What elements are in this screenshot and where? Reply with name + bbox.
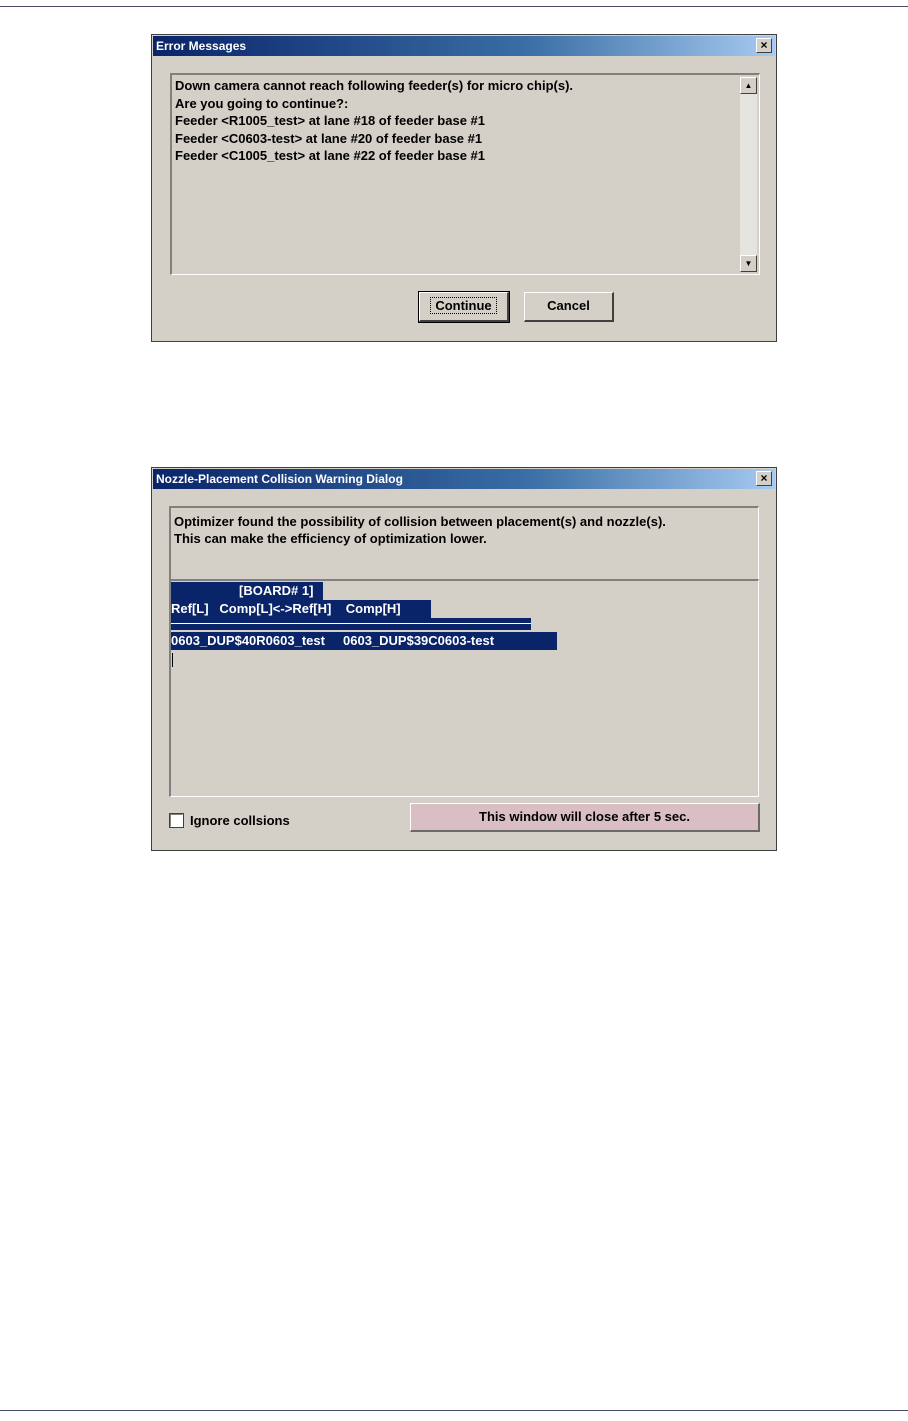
error-message-line: Down camera cannot reach following feeder(s) for micro chip(s). (175, 78, 574, 93)
collision-list-box[interactable] (169, 579, 759, 797)
list-item: 0603_DUP$40R0603_test 0603_DUP$39C0603-test (171, 632, 557, 650)
vertical-scrollbar[interactable] (740, 77, 757, 272)
scroll-up-icon[interactable]: ▲ (740, 77, 757, 94)
collision-message-box (169, 506, 759, 580)
collision-message-line: This can make the efficiency of optimization lower. (174, 531, 487, 546)
continue-button-label: Continue (430, 297, 496, 314)
collision-dialog-titlebar[interactable] (153, 469, 775, 489)
scroll-down-icon[interactable]: ▼ (740, 255, 757, 272)
list-separator (171, 618, 531, 630)
continue-button[interactable] (419, 292, 509, 322)
error-message-box[interactable] (170, 73, 760, 275)
error-message-line: Feeder <C0603-test> at lane #20 of feeder base #1 (175, 130, 483, 146)
close-icon[interactable]: × (756, 38, 772, 53)
ignore-collisions-label: Ignore collsions (190, 813, 290, 828)
error-message-text (175, 77, 573, 165)
auto-close-button[interactable] (410, 803, 760, 832)
error-message-line: Feeder <C1005_test> at lane #22 of feeder base #1 (175, 148, 486, 163)
error-message-line: Are you going to continue?: (175, 95, 349, 111)
cancel-button-label: Cancel (547, 298, 590, 313)
close-icon[interactable]: × (756, 471, 772, 486)
collision-dialog-title: Nozzle-Placement Collision Warning Dialog (156, 472, 403, 486)
top-page-rule (0, 6, 908, 7)
collision-message-line: Optimizer found the possibility of collision between placement(s) and nozzle(s). (174, 514, 666, 529)
text-caret (172, 653, 173, 667)
board-header: [BOARD# 1] (171, 582, 323, 600)
error-message-line: Feeder <R1005_test> at lane #18 of feeder base #1 (175, 113, 486, 128)
collision-warning-dialog (151, 467, 777, 851)
bottom-page-rule (0, 1410, 908, 1411)
error-dialog-titlebar[interactable] (153, 36, 775, 56)
checkbox-box[interactable] (170, 814, 183, 827)
error-dialog-title: Error Messages (156, 39, 247, 53)
error-messages-dialog (151, 34, 777, 342)
list-column-header: Ref[L] Comp[L]<->Ref[H] Comp[H] (171, 600, 431, 618)
cancel-button[interactable] (524, 292, 614, 322)
auto-close-label: This window will close after 5 sec. (479, 809, 690, 824)
